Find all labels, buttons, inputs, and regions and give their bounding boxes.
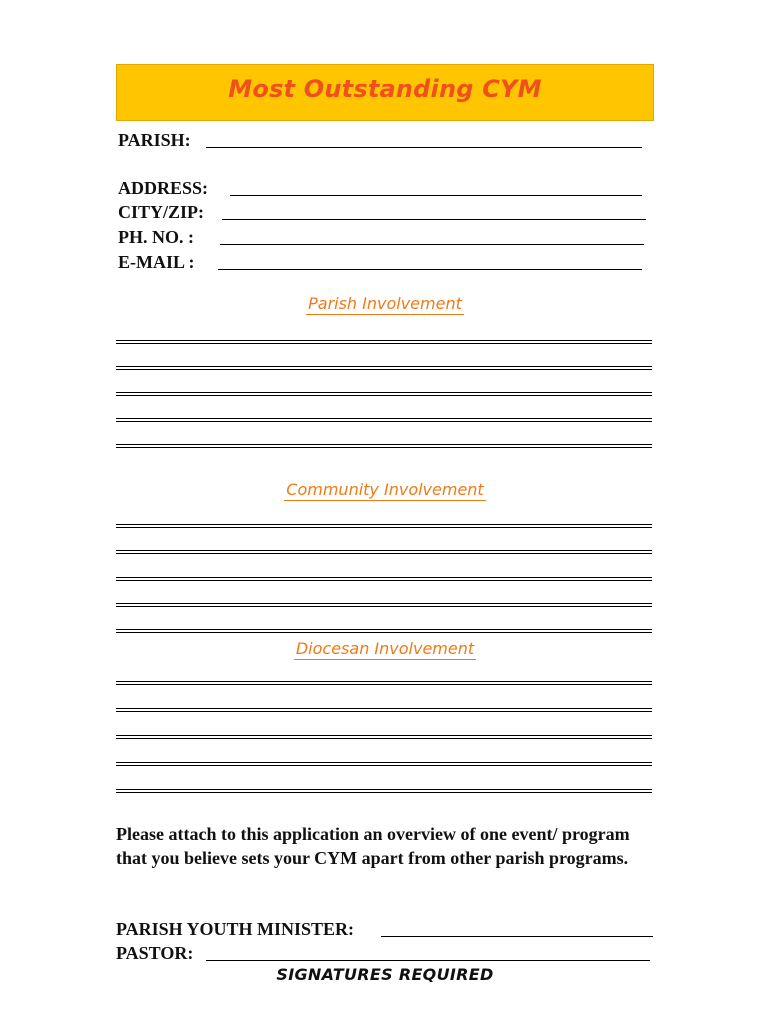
pastor-signature-line[interactable]	[206, 960, 650, 961]
community-involvement-label: Community Involvement	[286, 480, 484, 499]
parish-label: PARISH:	[118, 130, 191, 150]
community-involvement-line[interactable]	[116, 603, 652, 607]
city-zip-input-line[interactable]	[222, 219, 646, 220]
email-input-line[interactable]	[218, 269, 642, 270]
diocesan-involvement-line[interactable]	[116, 762, 652, 766]
community-involvement-line[interactable]	[116, 550, 652, 554]
youth-minister-signature-line[interactable]	[381, 936, 653, 937]
parish-involvement-line[interactable]	[116, 418, 652, 422]
diocesan-involvement-heading	[0, 639, 770, 658]
parish-involvement-line[interactable]	[116, 340, 652, 344]
parish-involvement-line[interactable]	[116, 392, 652, 396]
parish-input-line[interactable]	[206, 147, 642, 148]
community-involvement-line[interactable]	[116, 524, 652, 528]
parish-involvement-line[interactable]	[116, 366, 652, 370]
city-zip-label: CITY/ZIP:	[118, 202, 205, 222]
signatures-required-note: SIGNATURES REQUIRED	[276, 965, 494, 984]
diocesan-involvement-line[interactable]	[116, 735, 652, 739]
address-input-line[interactable]	[230, 195, 642, 196]
diocesan-involvement-line[interactable]	[116, 708, 652, 712]
email-label: E-MAIL :	[118, 252, 195, 272]
phone-label: PH. NO. :	[118, 227, 194, 247]
title-banner	[116, 64, 654, 121]
community-involvement-line[interactable]	[116, 629, 652, 633]
community-involvement-line[interactable]	[116, 577, 652, 581]
attachment-note: Please attach to this application an overview of one event/ program that you believe sets your CYM apart from other parish programs.	[116, 824, 630, 868]
parish-involvement-line[interactable]	[116, 444, 652, 448]
parish-involvement-label: Parish Involvement	[308, 294, 462, 313]
diocesan-involvement-line[interactable]	[116, 789, 652, 793]
form-title: Most Outstanding CYM	[228, 75, 542, 103]
diocesan-involvement-label: Diocesan Involvement	[295, 639, 475, 658]
parish-involvement-heading	[0, 294, 770, 313]
pastor-label: PASTOR:	[116, 943, 194, 963]
community-involvement-heading	[0, 480, 770, 499]
phone-input-line[interactable]	[220, 244, 644, 245]
address-label: ADDRESS:	[118, 178, 209, 198]
youth-minister-label: PARISH YOUTH MINISTER:	[116, 919, 355, 939]
diocesan-involvement-line[interactable]	[116, 681, 652, 685]
